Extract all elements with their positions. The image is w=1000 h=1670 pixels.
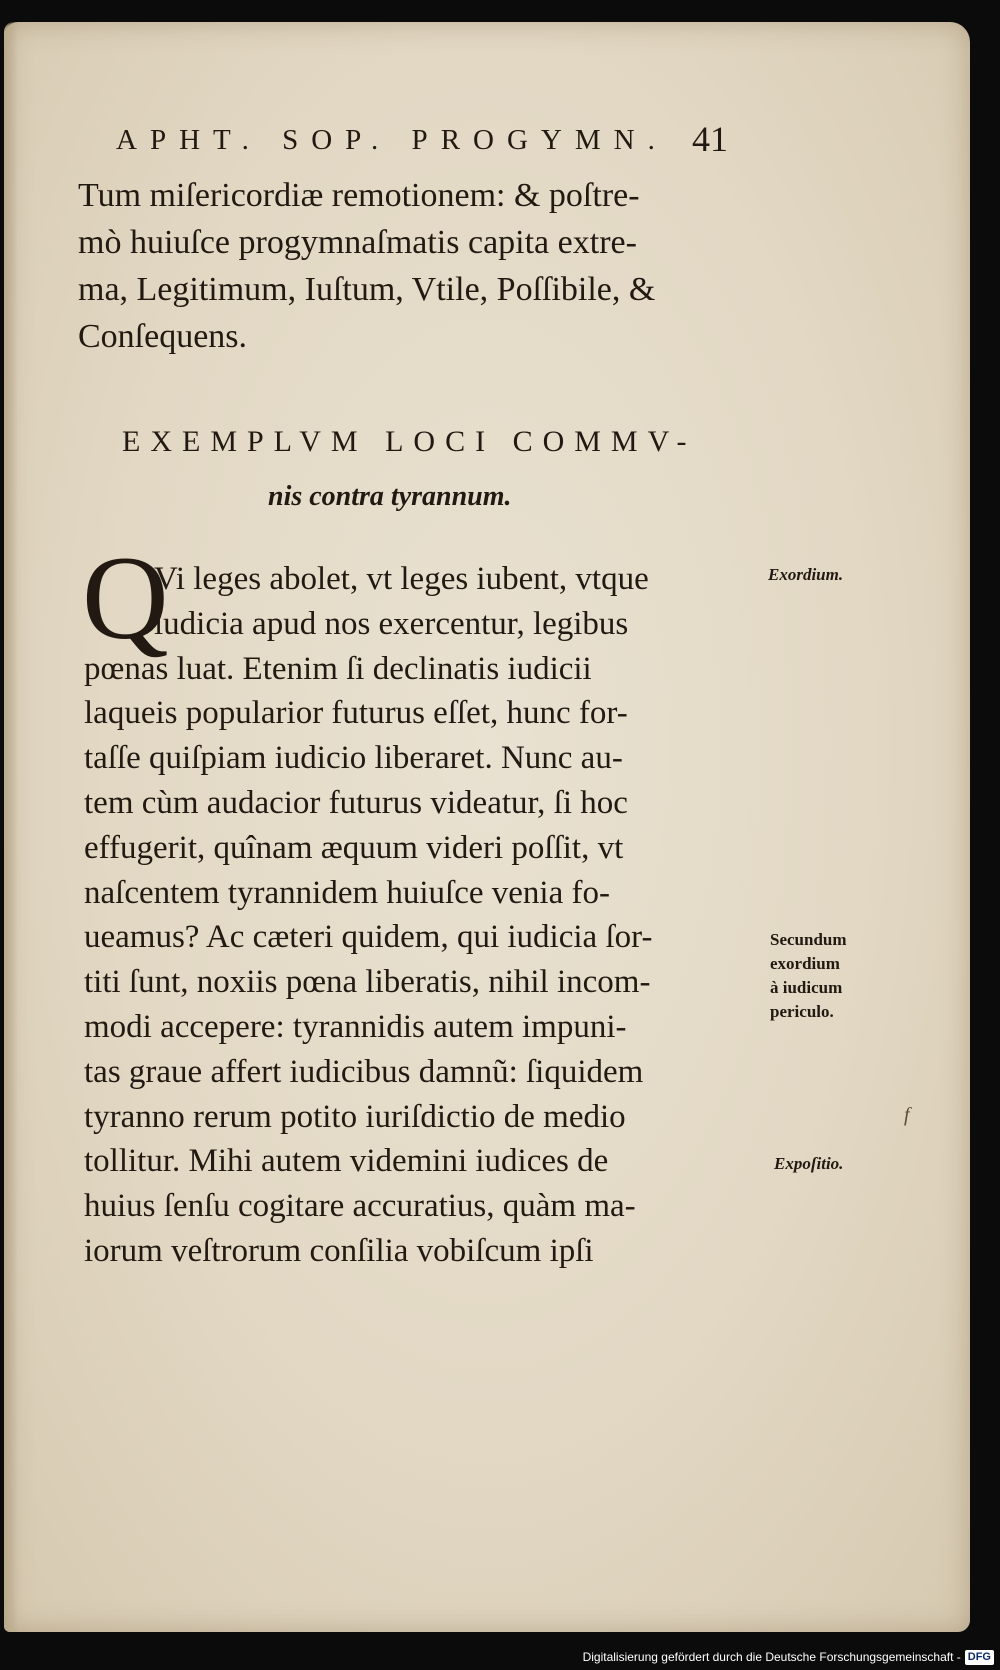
text-line: Vi leges abolet, vt leges iubent, vtque [154,561,649,597]
margin-note-line: periculo. [770,1002,834,1021]
text-line: ma, Legitimum, Iuſtum, Vtile, Poſſibile, & [78,271,656,308]
text-line: laqueis popularior futurus eſſet, hunc for- [84,695,628,732]
dfg-logo: DFG [965,1650,994,1665]
running-head: APHT. SOP. PROGYMN. [116,124,668,156]
page-number: 41 [692,119,728,159]
text-line: tyranno rerum potito iuriſdictio de medio [84,1098,626,1135]
digitization-footer [583,1648,994,1666]
text-line: Tum miſericordiæ remotionem: & poſtre- [78,177,640,214]
margin-note-expositio: Expoſitio. [774,1154,844,1173]
text-line: naſcentem tyrannidem huiuſce venia fo- [84,874,610,911]
margin-note-line: Secundum [770,930,847,949]
text-line: huius ſenſu cogitare accuratius, quàm ma- [84,1188,636,1225]
text-line: iorum veſtrorum conſilia vobiſcum ipſi [84,1232,594,1269]
intro-paragraph [78,172,778,360]
text-line: ueamus? Ac cæteri quidem, qui iudicia ſor- [84,919,653,956]
section-subheading: nis contra tyrannum. [268,481,512,512]
margin-note-line: exordium [770,954,840,973]
body-paragraph [84,557,774,1274]
stray-mark: f [904,1104,910,1126]
text-line: tollitur. Mihi autem videmini iudices de [84,1143,609,1180]
margin-note-secundum [770,928,847,1024]
text-line: modi accepere: tyrannidis autem impuni- [84,1008,627,1045]
text-line: tem cùm audacior futurus videatur, ſi hoc [84,784,628,821]
drop-cap: Q [82,531,169,664]
text-line: taſſe quiſpiam iudicio liberaret. Nunc au- [84,740,623,777]
text-line: pœnas luat. Etenim ſi declinatis iudicii [84,650,592,687]
text-line: mò huiuſce progymnaſmatis capita extre- [78,224,637,261]
text-line: iudicia apud nos exercentur, legibus [154,605,629,642]
section-heading: EXEMPLVM LOCI COMMV- [122,425,697,458]
margin-note-exordium: Exordium. [768,565,844,584]
text-line: tas graue affert iudicibus damnũ: ſiquidem [84,1053,644,1090]
text-line: titi ſunt, noxiis pœna liberatis, nihil incom- [84,964,651,1001]
text-line: Conſequens. [78,318,248,355]
margin-note-line: à iudicum [770,978,843,997]
footer-text: Digitalisierung gefördert durch die Deutsche Forschungsgemeinschaft - [582,1650,961,1664]
text-line: effugerit, quînam æquum videri poſſit, vt [84,829,624,866]
book-page [4,22,970,1632]
